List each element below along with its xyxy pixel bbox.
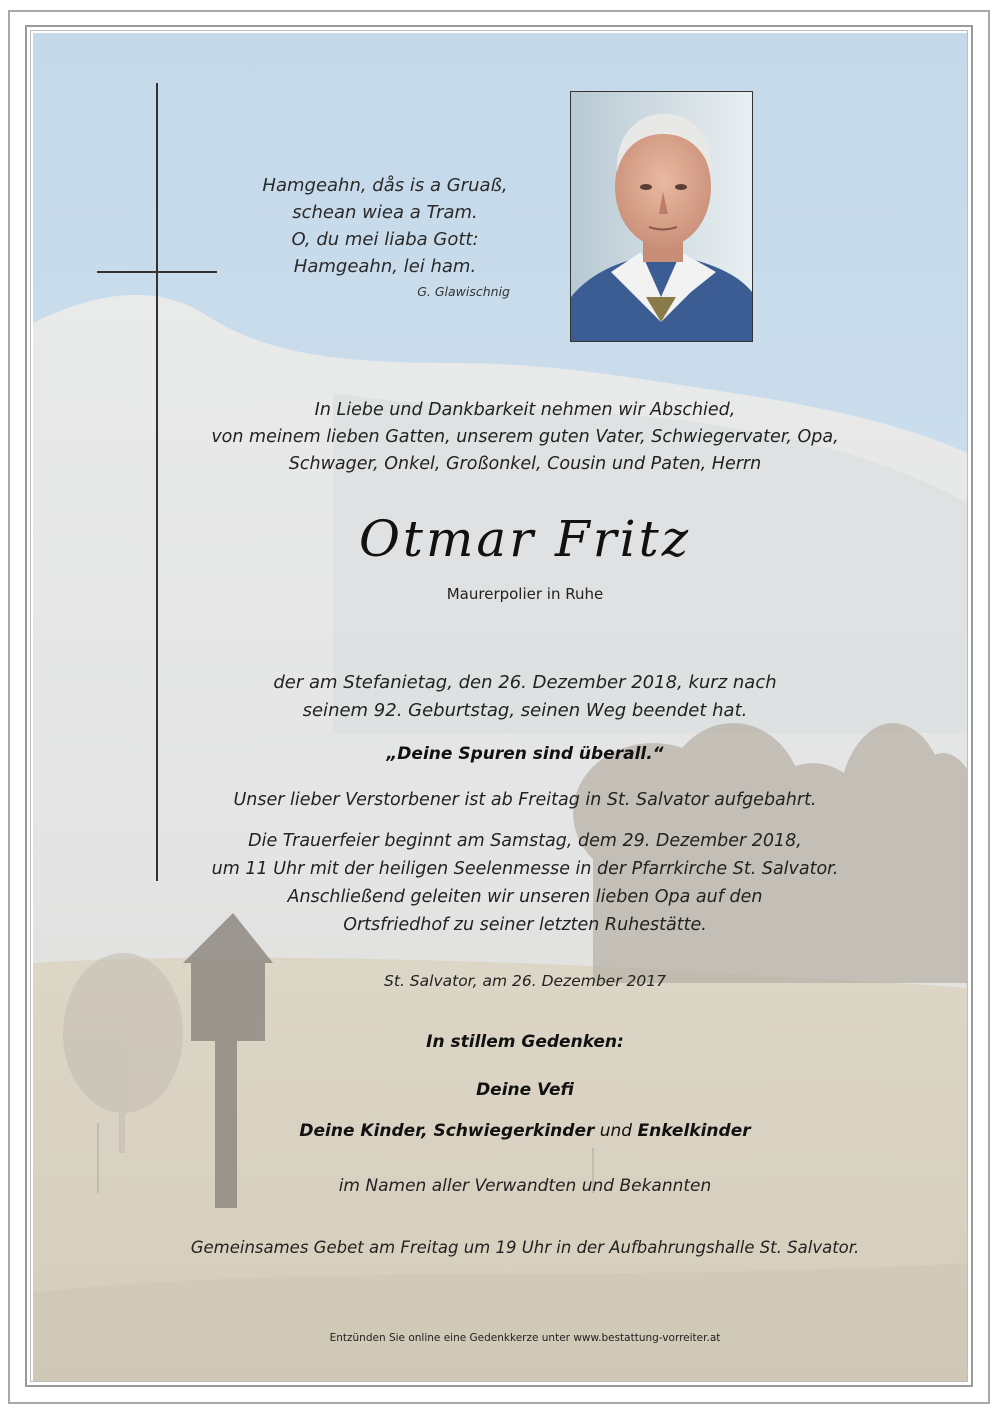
mourner-spouse: Deine Vefi — [476, 1080, 574, 1100]
death-notice-line: seinem 92. Geburtstag, seinen Weg beendet hat. — [302, 700, 748, 721]
deceased-name: Otmar Fritz — [358, 510, 692, 568]
motto: „Deine Spuren sind überall.“ — [386, 744, 664, 764]
portrait-photo — [570, 91, 753, 342]
children-and: und — [594, 1121, 638, 1141]
mourners-heading: In stillem Gedenken: — [426, 1032, 624, 1052]
deceased-profession: Maurerpolier in Ruhe — [446, 585, 604, 603]
intro-line: von meinem lieben Gatten, unserem guten Vater, Schwiegervater, Opa, — [211, 427, 839, 447]
funeral-notice — [100, 827, 950, 939]
cross-horizontal-bar — [97, 271, 217, 273]
poem-line: Hamgeahn, lei ham. — [293, 256, 477, 277]
funeral-line: Die Trauerfeier beginnt am Samstag, dem 29. Dezember 2018, — [248, 831, 802, 851]
grandchildren-label: Enkelkinder — [637, 1121, 751, 1141]
poem — [240, 172, 530, 280]
prayer-notice: Gemeinsames Gebet am Freitag um 19 Uhr in der Aufbahrungshalle St. Salvator. — [190, 1238, 860, 1257]
mourner-relatives: im Namen aller Verwandten und Bekannten — [338, 1176, 712, 1196]
death-notice-line: der am Stefanietag, den 26. Dezember 2018, kurz nach — [273, 672, 777, 693]
children-label: Deine Kinder, Schwiegerkinder — [299, 1121, 595, 1141]
footer-candle-link[interactable]: Entzünden Sie online eine Gedenkkerze unter www.bestattung-vorreiter.at — [329, 1332, 721, 1344]
funeral-line: Anschließend geleiten wir unseren lieben Opa auf den — [287, 887, 763, 907]
place-date: St. Salvator, am 26. Dezember 2017 — [384, 972, 666, 990]
poem-line: O, du mei liaba Gott: — [291, 229, 479, 250]
poem-author: G. Glawischnig — [417, 284, 510, 299]
funeral-line: um 11 Uhr mit der heiligen Seelenmesse in der Pfarrkirche St. Salvator. — [211, 859, 839, 879]
intro-line: In Liebe und Dankbarkeit nehmen wir Abschied, — [314, 400, 736, 420]
poem-line: Hamgeahn, dås is a Gruaß, — [262, 175, 508, 196]
poem-line: schean wiea a Tram. — [292, 202, 478, 223]
intro-text — [100, 397, 950, 478]
intro-line: Schwager, Onkel, Großonkel, Cousin und Paten, Herrn — [288, 454, 762, 474]
death-notice — [100, 669, 950, 725]
laid-out-notice: Unser lieber Verstorbener ist ab Freitag in St. Salvator aufgebahrt. — [233, 790, 817, 810]
funeral-line: Ortsfriedhof zu seiner letzten Ruhestätte. — [343, 915, 707, 935]
mourner-children — [100, 1121, 950, 1141]
